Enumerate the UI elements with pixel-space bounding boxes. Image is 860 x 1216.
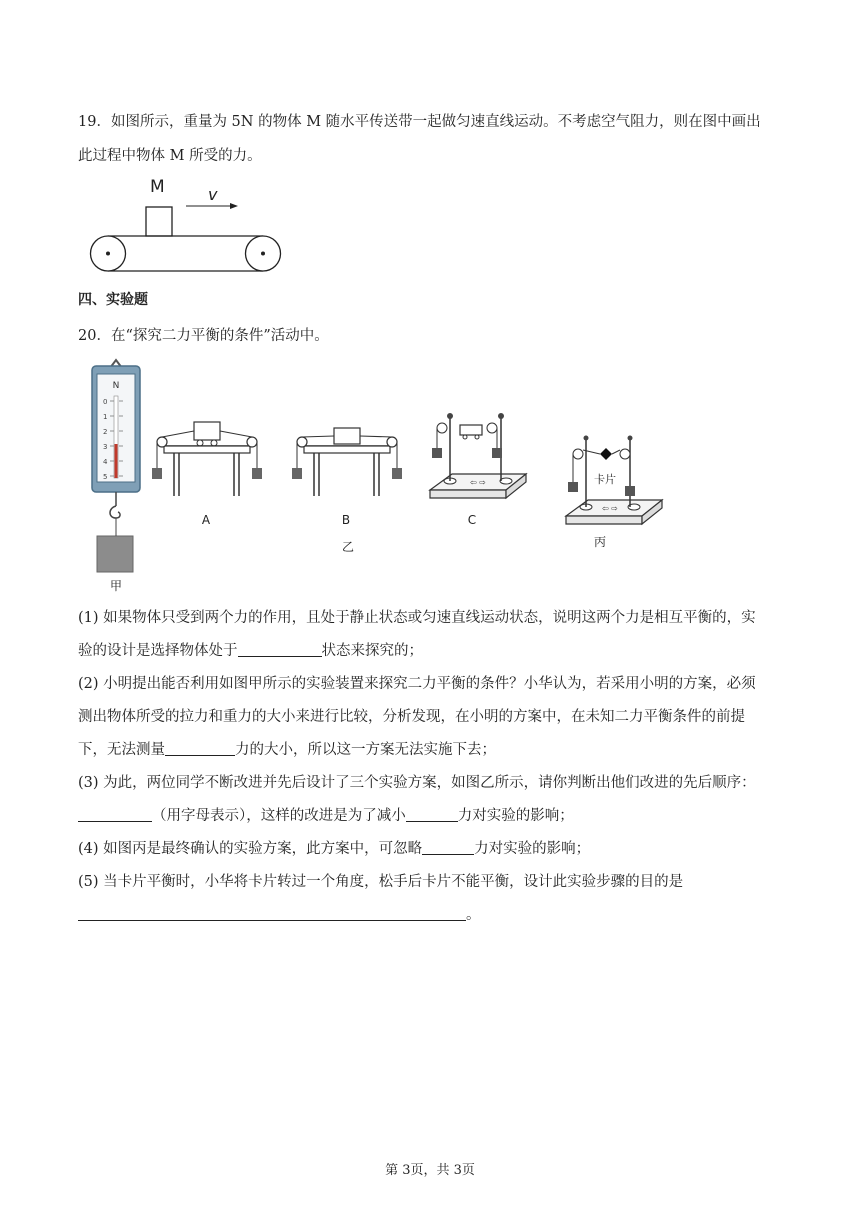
figure-yi-a-table <box>148 416 266 528</box>
tick-label: 3 <box>103 443 108 451</box>
block-m <box>146 207 172 236</box>
sub-question-5-line1: (5) 当卡片平衡时，小华将卡片转过一个角度，松手后卡片不能平衡，设计此实验步骤的目的是 <box>78 874 684 890</box>
sub-question-4: (4) 如图丙是最终确认的实验方案，此方案中，可忽略 力对实验的影响； <box>78 833 788 866</box>
sub-question-3 <box>78 767 788 833</box>
mass-label: M <box>150 177 165 197</box>
right-axle <box>261 252 265 256</box>
answer-blank-1[interactable] <box>238 640 322 657</box>
sub-question-1 <box>78 602 788 668</box>
sub-question-2-line3: 下，无法测量 力的大小，所以这一方案无法实施下去； <box>78 734 788 767</box>
figure-jia-spring-scale <box>88 358 144 594</box>
tick-label: 4 <box>103 458 108 466</box>
figure-jia-label: 甲 <box>109 579 123 593</box>
card-label: 卡片 <box>594 473 616 486</box>
sub-question-1-line2: 验的设计是选择物体处于 状态来探究的； <box>78 635 788 668</box>
svg-text:⇦ ⇨: ⇦ ⇨ <box>470 478 486 487</box>
sub-question-2-line2: 测出物体所受的拉力和重力的大小来进行比较，分析发现，在小明的方案中，在未知二力平衡条件的前提 <box>78 709 745 725</box>
svg-text:⇦ ⇨: ⇦ ⇨ <box>602 504 618 513</box>
figure-bing-card-stand <box>562 430 666 552</box>
question-20-intro: 20．在“探究二力平衡的条件”活动中。 <box>78 328 329 344</box>
tick-label: 2 <box>103 428 108 436</box>
sub-question-2-line1: (2) 小明提出能否利用如图甲所示的实验装置来探究二力平衡的条件？小华认为，若采用小明的方案，必须 <box>78 676 756 692</box>
figure-c-label: C <box>467 513 477 527</box>
sub-question-3-line2: （用字母表示），这样的改进是为了减小 力对实验的影响； <box>78 800 788 833</box>
section-heading: 四、实验题 <box>78 292 148 308</box>
answer-blank-3[interactable] <box>78 805 152 822</box>
tick-label: 5 <box>103 473 108 481</box>
figure-yi-c-stand <box>426 402 530 528</box>
answer-blank-5[interactable] <box>422 838 474 855</box>
sub-question-3-line1: (3) 为此，两位同学不断改进并先后设计了三个实验方案，如图乙所示，请你判断出他们改进的先后顺序： <box>78 775 756 791</box>
answer-blank-6[interactable] <box>78 904 466 921</box>
sub-question-5: (5) 当卡片平衡时，小华将卡片转过一个角度，松手后卡片不能平衡，设计此实验步骤的目的是 。 <box>78 866 788 932</box>
sub-question-1-line1: (1) 如果物体只受到两个力的作用，且处于静止状态或匀速直线运动状态，说明这两个力是相互平衡的，实 <box>78 610 756 626</box>
answer-blank-4[interactable] <box>406 805 458 822</box>
tick-label: 1 <box>103 413 108 421</box>
scale-unit: N <box>112 381 120 391</box>
figure-a-label: A <box>201 513 211 527</box>
figure-b-label: B <box>341 513 351 527</box>
sub-question-2 <box>78 668 788 767</box>
question-19-text: 19．如图所示，重量为 5N 的物体 M 随水平传送带一起做匀速直线运动。不考虑空气阻力，则在图中画出 <box>78 114 761 130</box>
left-axle <box>106 252 110 256</box>
figure-yi-b-table <box>288 416 406 556</box>
velocity-arrowhead <box>230 203 238 209</box>
velocity-label: v <box>208 185 218 204</box>
question-19-text-cont: 此过程中物体 M 所受的力。 <box>78 148 262 164</box>
tick-label: 0 <box>103 398 108 406</box>
figure-yi-label: 乙 <box>341 540 355 554</box>
conveyor-belt-figure <box>80 172 300 280</box>
page-footer: 第 3页，共 3页 <box>385 1163 475 1178</box>
answer-blank-2[interactable] <box>165 739 235 756</box>
figure-bing-label: 丙 <box>593 535 607 549</box>
